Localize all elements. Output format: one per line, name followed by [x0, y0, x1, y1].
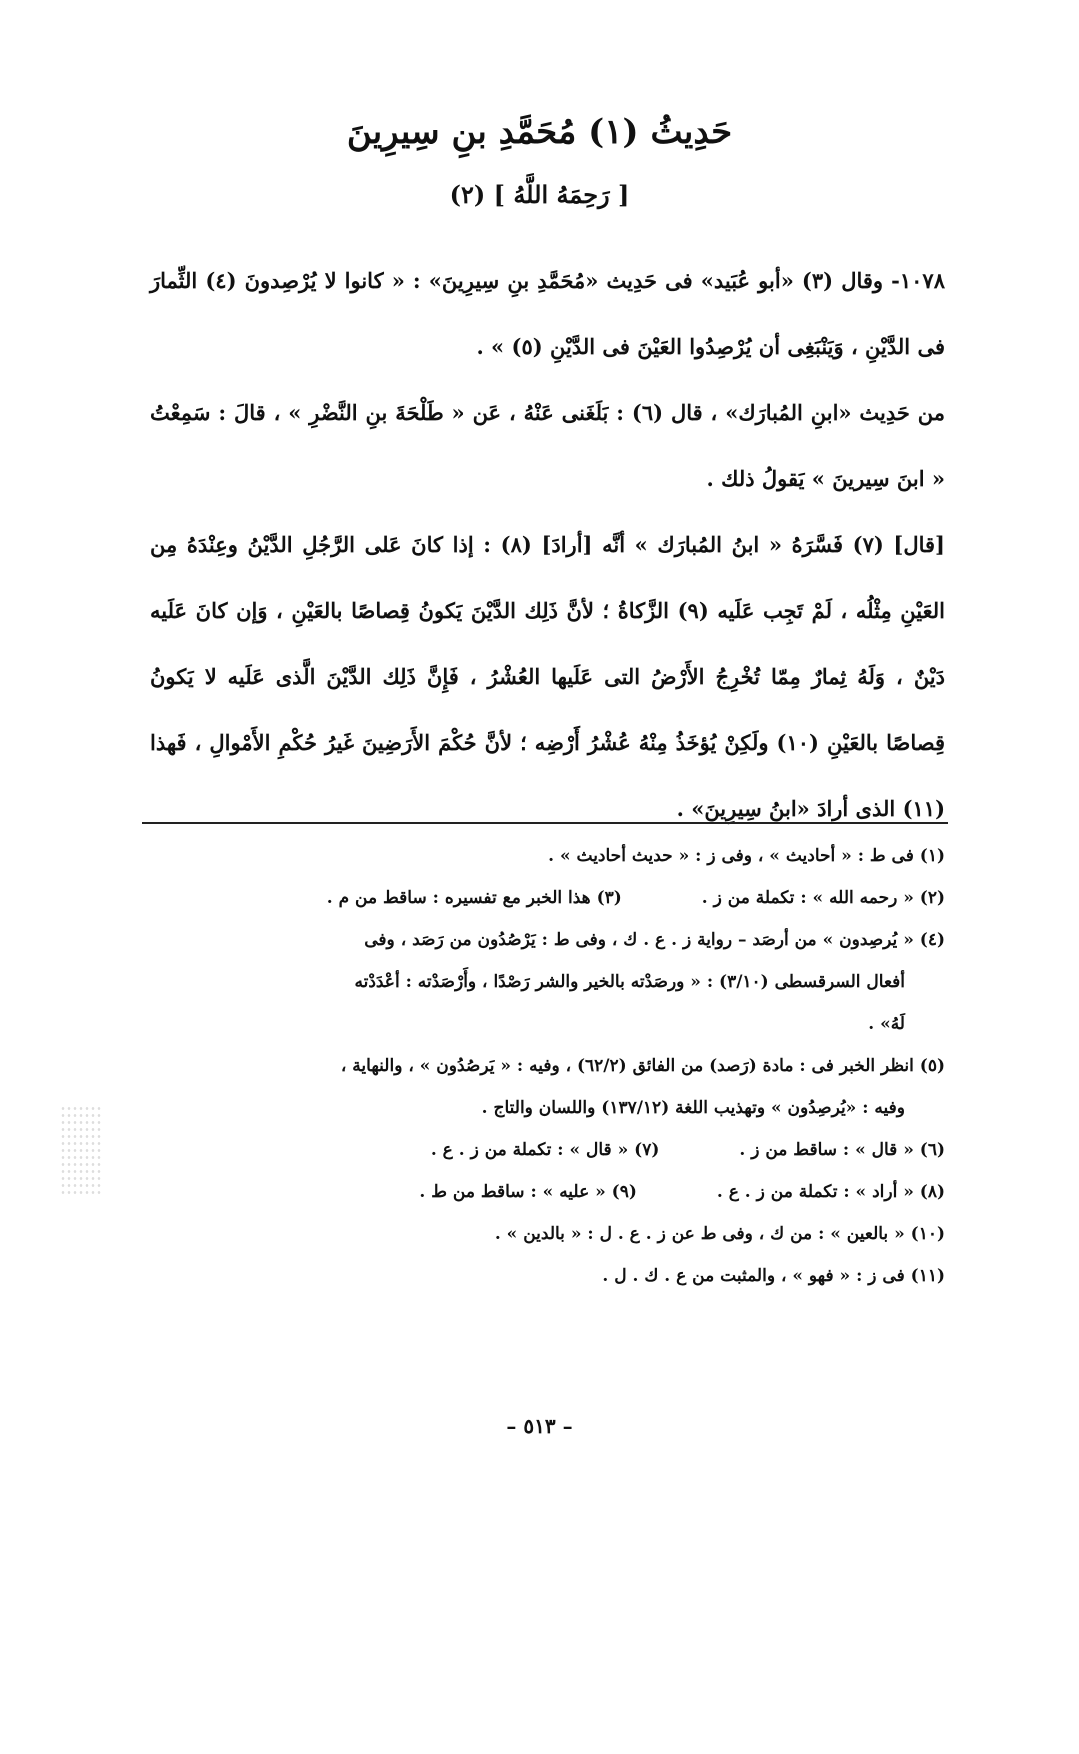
paragraph-1: ١٠٧٨- وقال (٣) «أبو عُبَيد» فى حَدِيث «مُحَمَّدِ بنِ سِيرِينَ» : « كانوا لا يُرْصِدونَ (٤) الثِّمارَ فى الدَّيْنِ ، وَيَنْبَغِى أن يُرْصِدُوا العَيْنَ فى الدَّيْنِ (٥) » .: [150, 268, 945, 359]
footnote-8: (٨) « أراد » : تكملة من ز . ع .: [716, 1182, 945, 1202]
footnote-5-line-1: (٥) انظر الخبر فى : مادة (رَصد) من الفائق (٦٢/٢) ، وفيه : « يَرصُدُون » ، والنهاية ،: [340, 1056, 945, 1076]
footnote-11: (١١) فى ز : « فهو » ، والمثبت من ع . ك . ل .: [602, 1266, 945, 1286]
paragraph-2: من حَدِيث «ابنِ المُبارَك» ، قال (٦) : بَلَغَنى عَنْهُ ، عَن « طَلْحَةَ بنِ النَّضْرِ » ، قالَ : سَمِعْتُ « ابنَ سِيرينَ » يَقولُ ذلك .: [150, 400, 946, 491]
footnote-row-2-3: [150, 877, 945, 919]
scan-noise: [60, 1105, 102, 1195]
page-number: – ٥١٣ –: [506, 1414, 573, 1438]
footnote-row-6-7: [150, 1129, 945, 1171]
footnotes: [150, 835, 945, 1297]
footnote-6: (٦) « قال » : ساقط من ز .: [739, 1140, 945, 1160]
footnote-10: (١٠) « بالعين » : من ك ، وفى ط عن ز . ع . ل : « بالدين » .: [494, 1224, 945, 1244]
main-text: [150, 248, 945, 842]
footnote-1: (١) فى ط : « أحاديث » ، وفى ز : « حديث أحاديث » .: [548, 846, 945, 866]
page-subtitle: [ رَحِمَهُ اللَّهُ ] (٢): [449, 180, 630, 209]
footnote-4-line-3: لَهُ» .: [868, 1014, 905, 1034]
page-title: حَدِيثُ (١) مُحَمَّدِ بنِ سِيرِينَ: [346, 112, 733, 152]
footnote-2: (٢) « رحمه الله » : تكملة من ز .: [701, 888, 945, 908]
paragraph-3: [قال] (٧) فَسَّرَهُ « ابنُ المُبارَك » أنَّه [أرادَ] (٨) : إذا كانَ عَلى الرَّجُلِ الدَّيْنُ وعِنْدَهُ مِن العَيْنِ مِثْلُه ، لَمْ تَجِب عَلَيه (٩) الزَّكاةُ ؛ لأنَّ ذَلِك الدَّيْنَ يَكونُ قِصاصًا بالعَيْنِ ، وَإن كانَ عَلَيه دَيْنٌ ، وَلَهُ ثِمارٌ مِمّا تُخْرِجُ الأَرْضُ التى عَلَيها العُشْرُ ، فَإِنَّ ذَلِك الدَّيْنَ الَّذى عَلَيه لا يَكونُ قِصاصًا بالعَيْنِ (١٠) ولَكِنْ يُؤخَذُ مِنْهُ عُشْرُ أَرْضِه ؛ لأنَّ حُكْمَ الأَرَضِينَ غَيرُ حُكْمِ الأَمْوالِ ، فَهذا (١١) الذى أرادَ «ابنُ سِيرِينَ» .: [150, 532, 946, 821]
footnote-4-line-1: (٤) « يُرصِدون » من أرصَد – رواية ز . ع . ك ، وفى ط : يَرْصُدُون من رَصَد ، وفى: [364, 930, 945, 950]
footnote-9: (٩) « عليه » : ساقط من ط .: [419, 1182, 637, 1202]
footnote-row-8-9: [150, 1171, 945, 1213]
footnote-divider: [142, 822, 948, 824]
footnote-7: (٧) « قال » : تكملة من ز . ع .: [430, 1140, 660, 1160]
footnote-4-line-2: أفعال السرقسطى (٣/١٠) : « ورصَدْته بالخير والشر رَصْدًا ، وأَرْصَدْته : أعْدَدْته: [354, 972, 905, 992]
footnote-3: (٣) هذا الخبر مع تفسيره : ساقط من م .: [326, 888, 622, 908]
footnote-5-line-2: وفيه : «يُرصِدُون » وتهذيب اللغة (١٣٧/١٢) واللسان والتاج .: [481, 1098, 905, 1118]
